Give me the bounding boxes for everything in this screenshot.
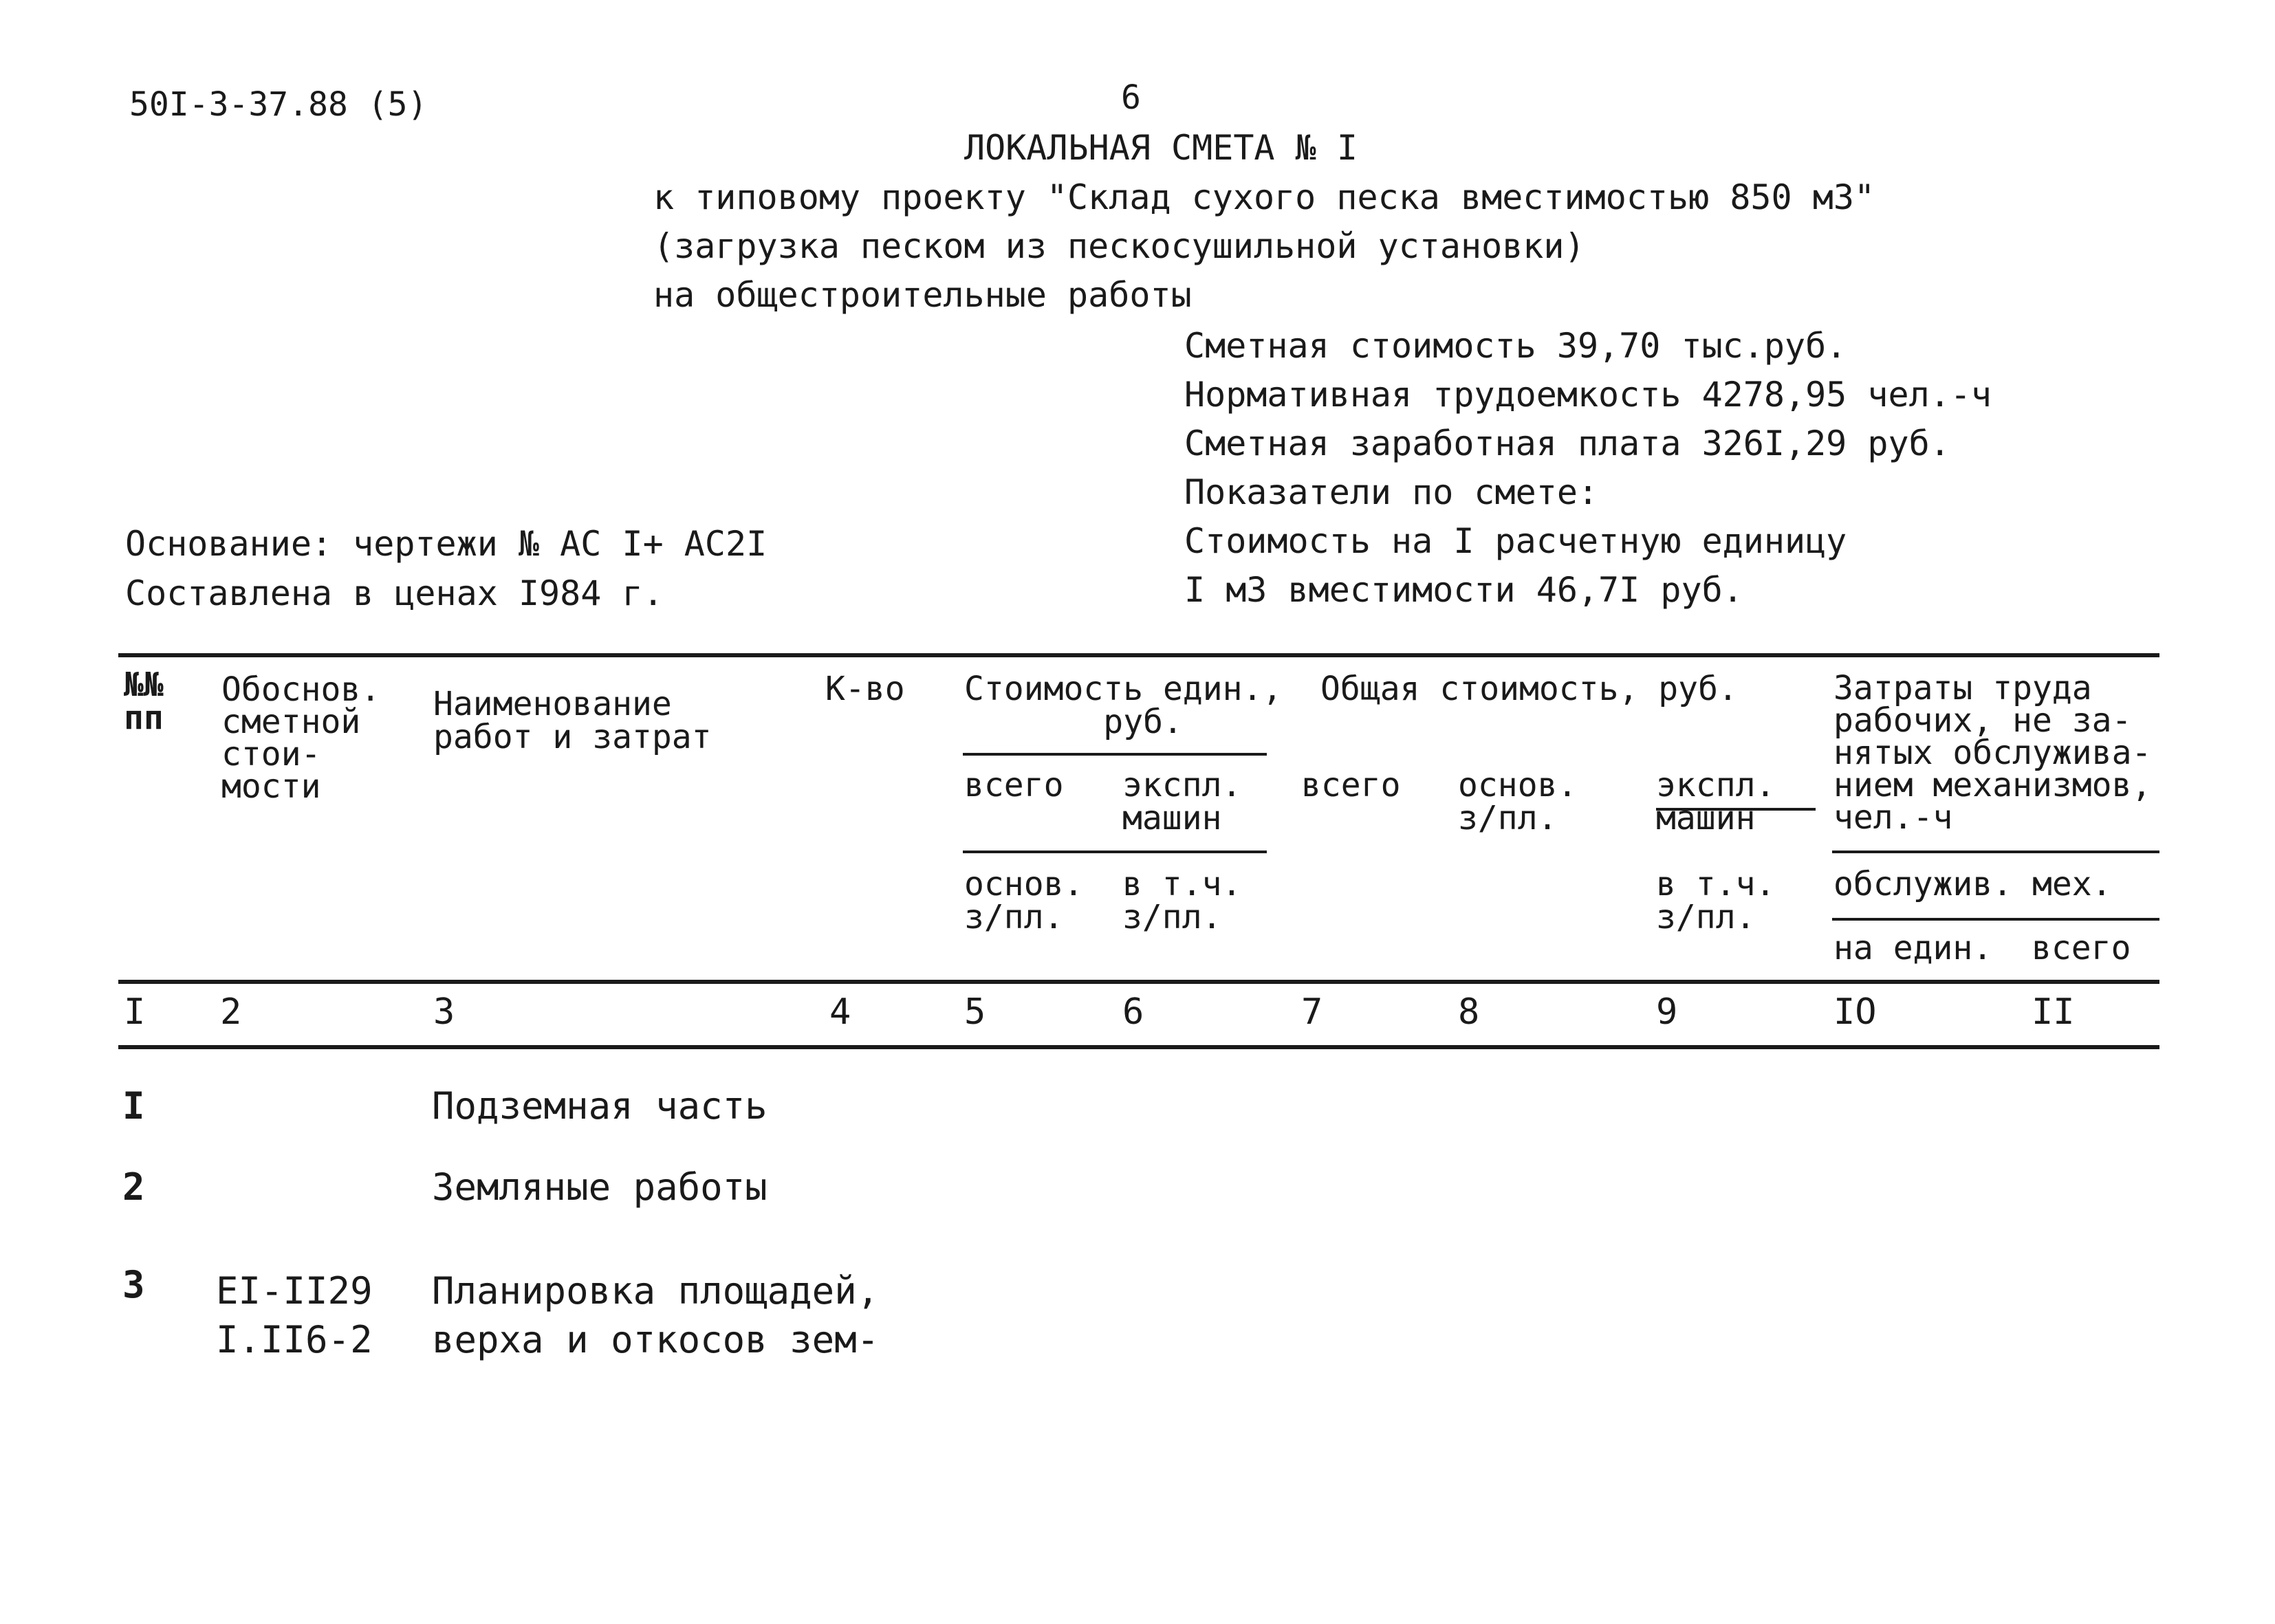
cost-per-unit: Стоимость на I расчетную единицу bbox=[1184, 521, 1847, 561]
rule-unitcost-sub bbox=[963, 753, 1267, 756]
table-top-rule bbox=[118, 653, 2159, 657]
rule-unitcost-sub2 bbox=[963, 851, 1267, 853]
header-total-cost: Общая стоимость, руб. bbox=[1320, 670, 1738, 708]
header-total-all: всего bbox=[1301, 766, 1401, 804]
header-bottom-rule bbox=[118, 980, 2159, 984]
column-number: 3 bbox=[433, 991, 455, 1033]
header-per-unit: на един. bbox=[1833, 929, 1993, 967]
row-number: 3 bbox=[122, 1263, 145, 1306]
document-code: 50I-3-37.88 (5) bbox=[129, 85, 428, 124]
row-name: Планировка площадей, верха и откосов зем- bbox=[432, 1269, 880, 1362]
rule-service-sub bbox=[1832, 918, 2159, 921]
row-name: Земляные работы bbox=[432, 1165, 768, 1209]
column-numbers-rule bbox=[118, 1045, 2159, 1049]
estimated-cost: Сметная стоимость 39,70 тыс.руб. bbox=[1184, 326, 1847, 366]
header-number: №№ пп bbox=[124, 666, 164, 737]
subtitle-line: к типовому проекту "Склад сухого песка вместимостью 850 м3" bbox=[653, 177, 1875, 217]
header-total-machines: экспл. машин bbox=[1656, 766, 1776, 837]
column-number: 8 bbox=[1458, 991, 1480, 1033]
column-number: 4 bbox=[829, 991, 851, 1033]
row-name: Подземная часть bbox=[432, 1084, 768, 1128]
basis-prices: Составлена в ценах I984 г. bbox=[125, 573, 664, 613]
labor-intensity: Нормативная трудоемкость 4278,95 чел.-ч bbox=[1184, 375, 1992, 415]
header-total-incl-wage: в т.ч. з/пл. bbox=[1656, 865, 1776, 936]
column-number: 6 bbox=[1122, 991, 1144, 1033]
cost-per-m3: I м3 вместимости 46,7I руб. bbox=[1184, 570, 1743, 610]
basis-drawings: Основание: чертежи № АС I+ АС2I bbox=[125, 524, 768, 564]
subtitle-line: (загрузка песком из пескосушильной установки) bbox=[653, 226, 1585, 266]
header-basis: Обоснов. сметной стои- мости bbox=[221, 670, 381, 806]
header-total-base-wage: основ. з/пл. bbox=[1458, 766, 1578, 837]
page-number: 6 bbox=[1121, 78, 1141, 117]
column-number: 7 bbox=[1301, 991, 1323, 1033]
header-quantity: К-во bbox=[825, 670, 905, 708]
header-unit-incl-wage: в т.ч. з/пл. bbox=[1122, 865, 1242, 936]
row-number: 2 bbox=[122, 1165, 145, 1209]
column-number: 2 bbox=[220, 991, 242, 1033]
column-number: IO bbox=[1833, 991, 1877, 1033]
subtitle-line: на общестроительные работы bbox=[653, 275, 1192, 315]
header-labor: Затраты труда рабочих, не за- нятых обслужива- нием механизмов, чел.-ч bbox=[1833, 669, 2152, 837]
header-name: Наименование работ и затрат bbox=[433, 685, 712, 756]
header-unit-base-wage: основ. з/пл. bbox=[964, 865, 1084, 936]
header-unit-machines: экспл. машин bbox=[1122, 766, 1242, 837]
column-number: II bbox=[2032, 991, 2075, 1033]
header-unit-total: всего bbox=[964, 766, 1064, 804]
header-labor-total: всего bbox=[2032, 929, 2131, 967]
column-number: I bbox=[124, 991, 146, 1033]
header-unit-cost: Стоимость един., руб. bbox=[964, 670, 1283, 741]
rule-labor-sub bbox=[1832, 851, 2159, 853]
header-service: обслужив. мех. bbox=[1833, 865, 2112, 903]
document-title: ЛОКАЛЬНАЯ СМЕТА № I bbox=[964, 128, 1358, 168]
column-number: 9 bbox=[1656, 991, 1678, 1033]
column-number: 5 bbox=[964, 991, 986, 1033]
row-number: I bbox=[122, 1084, 145, 1128]
estimated-wages: Сметная заработная плата 326I,29 руб. bbox=[1184, 424, 1950, 463]
indicators-heading: Показатели по смете: bbox=[1184, 472, 1599, 512]
row-code: EI-II29 I.II6-2 bbox=[216, 1269, 373, 1362]
